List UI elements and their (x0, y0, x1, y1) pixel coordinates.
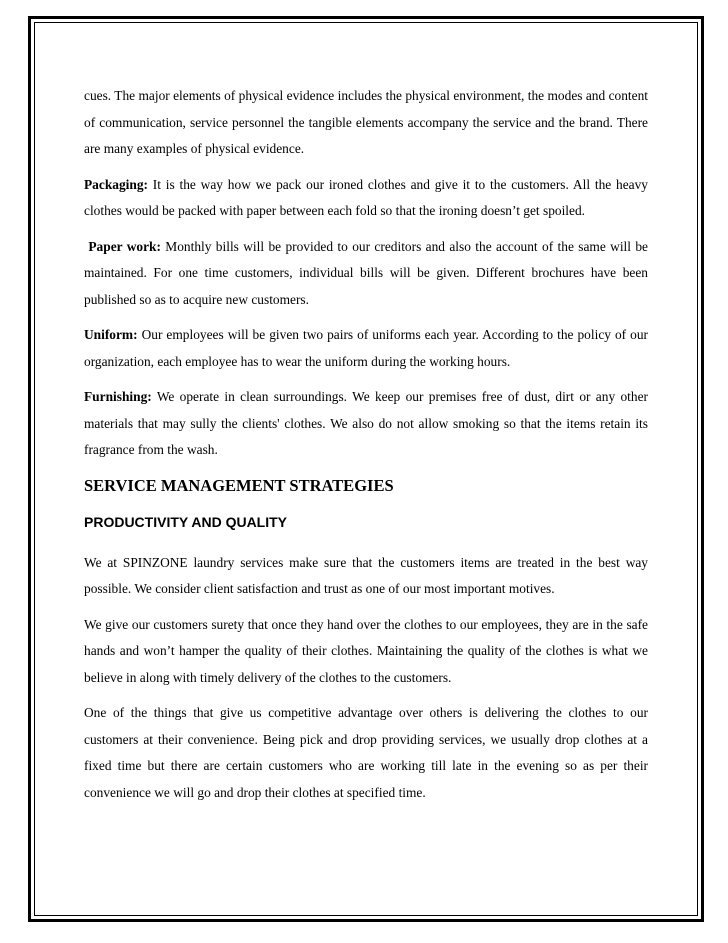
uniform-text: Our employees will be given two pairs of uniforms each year. According to the policy of our organization, each employee has to wear the uniform during the working hours. (84, 327, 648, 369)
furnishing-paragraph (84, 384, 648, 464)
packaging-paragraph (84, 172, 648, 225)
section-heading: SERVICE MANAGEMENT STRATEGIES (84, 475, 394, 495)
packaging-text: It is the way how we pack our ironed clothes and give it to the customers. All the heavy clothes would be packed with paper between each fold so that the ironing doesn’t get spoiled. (84, 176, 648, 218)
packaging-label: Packaging: (84, 176, 148, 192)
uniform-label: Uniform: (84, 327, 138, 342)
paperwork-text: Monthly bills will be provided to our creditors and also the account of the same will be maintained. For one time customers, individual bills will be given. Different brochures have been published so as to acquire new customers. (84, 238, 649, 307)
body-paragraph: One of the things that give us competitive advantage over others is delivering the clothes to our customers at their convenience. Being pick and drop providing services, we usually drop clothes at a fixed time but there are certain customers who are working till late in the evening so as per their convenience we will go and drop their clothes at specified time. (84, 705, 648, 800)
intro-paragraph (84, 83, 648, 163)
intro-text: cues. The major elements of physical evidence includes the physical environment, the modes and content of communication, service personnel the tangible elements accompany the service and the brand. There are many examples of physical evidence. (84, 88, 648, 156)
paperwork-label: Paper work: (88, 238, 161, 254)
body-paragraph: We at SPINZONE laundry services make sure that the customers items are treated in the best way possible. We consider client satisfaction and trust as one of our most important motives. (84, 554, 648, 596)
sub-heading: PRODUCTIVITY AND QUALITY (84, 513, 288, 530)
paperwork-paragraph (84, 234, 648, 314)
furnishing-text: We operate in clean surroundings. We keep our premises free of dust, dirt or any other materials that may sully the clients' clothes. We also do not allow smoking so that the items retain its fragrance from the wash. (84, 389, 648, 457)
furnishing-label: Furnishing: (84, 389, 152, 404)
body-paragraph: We give our customers surety that once they hand over the clothes to our employees, they are in the safe hands and won’t hamper the quality of their clothes. Maintaining the quality of the clothes is what we believe in along with timely delivery of the clothes to the customers. (84, 616, 648, 685)
document-body (84, 83, 648, 815)
uniform-paragraph (84, 322, 648, 375)
